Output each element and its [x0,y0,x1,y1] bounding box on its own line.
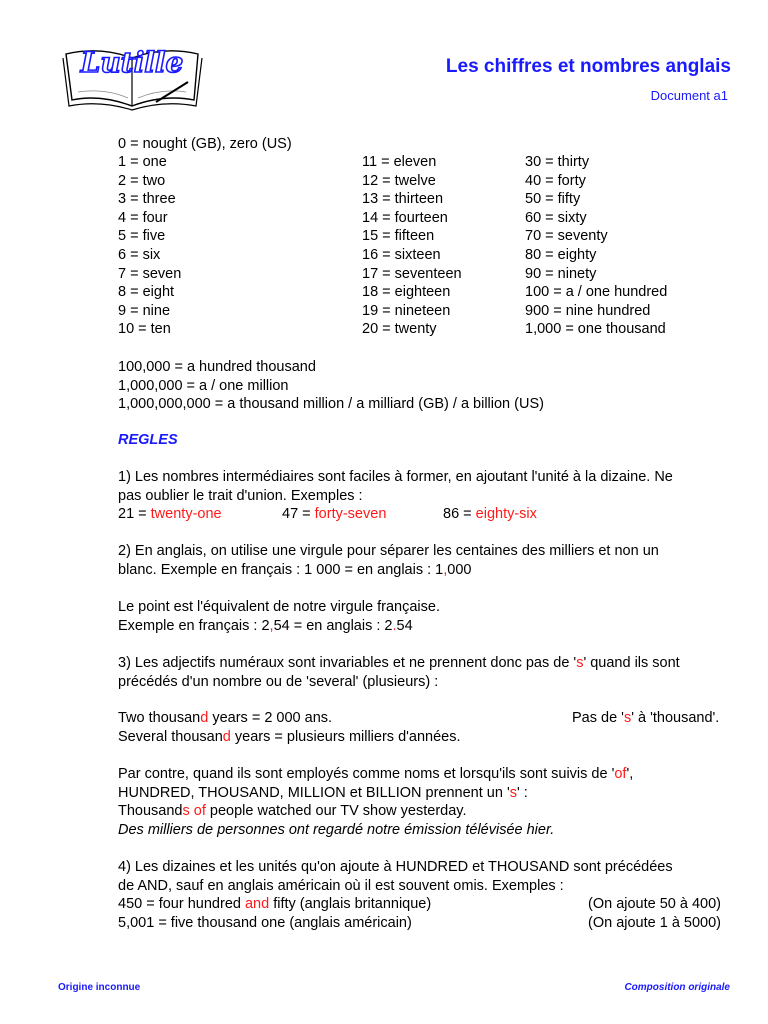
number-entry: 1,000 = one thousand [525,321,666,338]
page-title: Les chiffres et nombres anglais [445,56,731,77]
number-entry: 900 = nine hundred [525,302,651,319]
document-reference: Document a1 [650,88,728,103]
large-number-line: 100,000 = a hundred thousand [118,359,316,375]
rule-text: blanc. Exemple en français : 1 000 = en anglais : 1,000 [118,561,472,578]
rule-text: Par contre, quand ils sont employés comme noms et lorsqu'ils sont suivis de 'of', [118,766,634,782]
rule-example-translation: Des milliers de personnes ont regardé notre émission télévisée hier. [118,821,555,838]
number-entry: 8 = eight [118,284,175,301]
number-entry: 19 = nineteen [362,302,451,319]
rule-4-note: (On ajoute 50 à 400) [588,896,722,912]
number-entry: 100 = a / one hundred [525,284,668,301]
rule-4-note: (On ajoute 1 à 5000) [588,915,722,931]
rule-1-example: 47 = forty-seven [282,506,387,522]
number-entry: 3 = three [118,191,176,208]
numbers-col-3 [525,153,667,339]
number-entry: 40 = forty [525,172,586,189]
number-entry: 1 = one [118,154,167,170]
rule-text: Exemple en français : 2,54 = en anglais : 2.54 [118,617,413,634]
number-entry: 6 = six [118,246,161,263]
rules-heading: REGLES [118,432,178,448]
numbers-col-2 [362,153,462,339]
number-entry: 18 = eighteen [362,284,451,301]
logo-text: Lutille [80,46,184,79]
rule-text: précédés d'un nombre ou de 'several' (plusieurs) : [118,673,439,690]
number-entry: 12 = twelve [362,172,436,189]
footer-origin: Origine inconnue [58,982,141,993]
rule-2 [118,542,659,579]
number-entry: 50 = fifty [525,191,581,208]
number-entry: 17 = seventeen [362,265,462,282]
number-entry: 60 = sixty [525,209,587,226]
number-entry: 30 = thirty [525,154,590,170]
number-entry: 20 = twenty [362,321,437,338]
rule-3-examples [118,709,461,746]
large-number-line: 1,000,000,000 = a thousand million / a milliard (GB) / a billion (US) [118,396,544,413]
number-entry: 15 = fifteen [362,228,435,245]
number-entry: 70 = seventy [525,228,608,245]
rule-1 [118,468,673,505]
number-entry: 14 = fourteen [362,209,448,226]
rule-text: 3) Les adjectifs numéraux sont invariables et ne prennent donc pas de 's' quand ils sont [118,655,680,671]
rule-text: 2) En anglais, on utilise une virgule pour séparer les centaines des milliers et non un [118,543,659,559]
rule-text: Le point est l'équivalent de notre virgule française. [118,599,440,615]
rule-text: pas oublier le trait d'union. Exemples : [118,487,363,504]
rule-example: 450 = four hundred and fifty (anglais britannique) [118,896,432,913]
number-entry: 90 = ninety [525,265,597,282]
rule-text: 1) Les nombres intermédiaires sont faciles à former, en ajoutant l'unité à la dizaine. Ne [118,469,673,485]
rule-text: de AND, sauf en anglais américain où il est souvent omis. Exemples : [118,877,564,894]
rule-example: Several thousand years = plusieurs milliers d'années. [118,728,461,745]
rule-text: HUNDRED, THOUSAND, MILLION et BILLION prennent un 's' : [118,784,528,801]
rule-example: Two thousand years = 2 000 ans. [118,710,333,726]
numbers-col-1 [118,153,181,339]
number-entry: 80 = eighty [525,246,597,263]
number-entry: 11 = eleven [362,154,437,170]
number-entry: 13 = thirteen [362,191,444,208]
number-entry: 9 = nine [118,302,171,319]
open-book-icon [60,32,205,112]
rule-example: 5,001 = five thousand one (anglais américain) [118,914,412,931]
large-numbers [118,358,544,414]
rule-3-note: Pas de 's' à 'thousand'. [572,710,720,726]
number-entry: 7 = seven [118,265,182,282]
large-number-line: 1,000,000 = a / one million [118,377,289,394]
zero-line: 0 = nought (GB), zero (US) [118,136,292,152]
rule-3-contrast [118,765,633,839]
rule-2-point [118,598,440,635]
rule-1-example: 86 = eighty-six [443,506,537,522]
number-entry: 5 = five [118,228,166,245]
number-entry: 4 = four [118,209,168,226]
number-entry: 2 = two [118,172,166,189]
book-logo [60,32,205,112]
footer-composition: Composition originale [624,982,730,993]
rule-example: Thousands of people watched our TV show yesterday. [118,803,467,820]
rule-text: 4) Les dizaines et les unités qu'on ajoute à HUNDRED et THOUSAND sont précédées [118,859,673,875]
number-entry: 16 = sixteen [362,246,441,263]
rule-3 [118,654,680,691]
number-entry: 10 = ten [118,321,171,338]
rule-1-example: 21 = twenty-one [118,506,222,522]
